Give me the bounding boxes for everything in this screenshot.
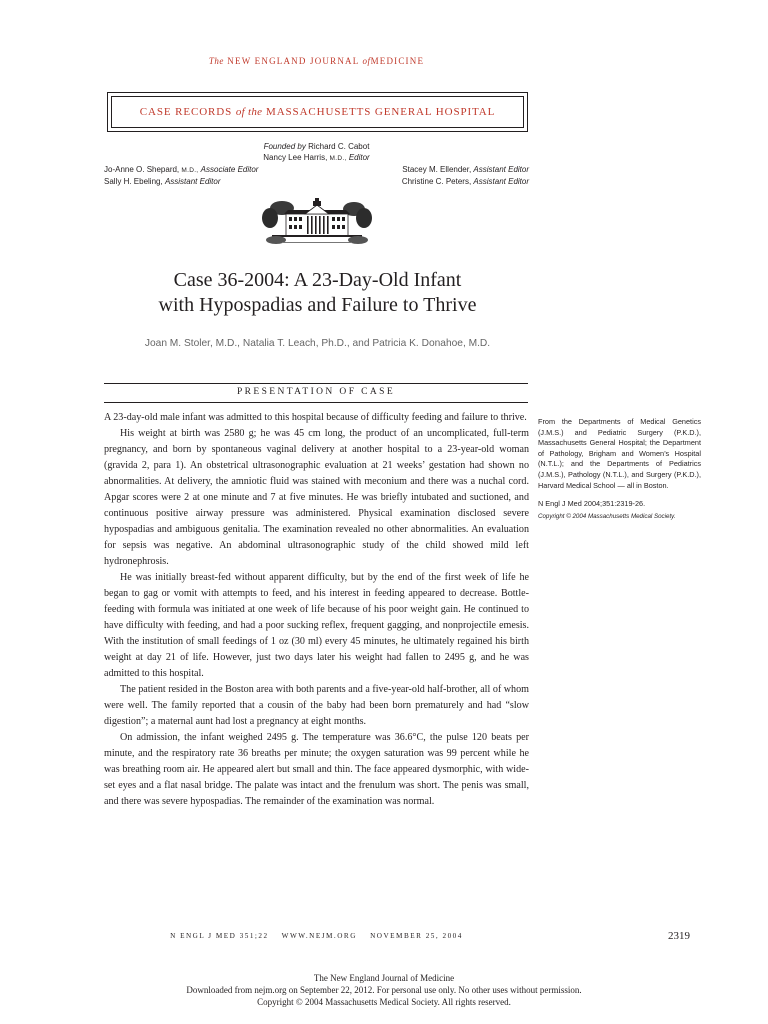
founder-name: Richard C. Cabot — [308, 142, 370, 151]
editor-degree: M.D., — [329, 155, 347, 162]
associate-editor-name: Jo-Anne O. Shepard, — [104, 165, 180, 174]
editorial-board — [104, 141, 529, 187]
body-paragraph-2: His weight at birth was 2580 g; he was 45 cm long, the product of an uncomplicated, full-term pregnancy, and born by spontaneous vaginal delivery at another hospital to a 23-year-old woman (gravida 2, para 1). An obstetrical ultrasonographic evaluation at 21 weeks’ gestation had shown no abnormalities. At delivery, the amniotic fluid was stained with meconium and there was a nuchal cord. Apgar scores were 2 at one minute and 7 at five minutes. He was briefly intubated and suctioned, and continuous positive airway pressure was administered. Physical examination disclosed severe hypospadias and ambiguous genitalia. The examination revealed no other abnormalities. An evaluation for sepsis was negative. An abdominal ultrasonographic study of the child showed mild left hydronephrosis. — [104, 428, 529, 567]
article-authors: Joan M. Stoler, M.D., Natalia T. Leach, Ph.D., and Patricia K. Donahoe, M.D. — [144, 338, 491, 349]
citation: N Engl J Med 2004;351:2319-26. — [538, 499, 646, 509]
assistant-editor-2-role: Assistant Editor — [164, 177, 221, 186]
associate-editor-role: Associate Editor — [200, 165, 259, 174]
body-paragraph-4: The patient resided in the Boston area with both parents and a five-year-old half-brother, all of whom were well. The family reported that a cousin of the baby had been born prematurely and had “slow digestion”; a maternal aunt had lost a pregnancy at eight months. — [104, 684, 529, 727]
assistant-editor-3-name: Christine C. Peters, — [401, 177, 472, 186]
founder-line — [104, 141, 529, 152]
body-paragraph-5: On admission, the infant weighed 2495 g. The temperature was 36.6°C, the pulse 120 beats per minute, and the respiratory rate 36 breaths per minute; the oxygen saturation was 99 percent while he was breathing room air. He appeared alert but small and thin. The face appeared dysmorphic, with wide-set eyes and a flat nasal bridge. The palate was intact and the frenulum was short. The penis was small, and there was severe hypospadias. The remainder of the examination was normal. — [104, 732, 529, 807]
assistant-editor-2-name: Sally H. Ebeling, — [104, 177, 163, 186]
editors-row-1 — [104, 164, 529, 176]
title-line-2: with Hypospadias and Failure to Thrive — [158, 294, 477, 316]
editor-line — [104, 152, 529, 164]
founded-label: Founded by — [263, 142, 306, 151]
sidenote-copyright: Copyright © 2004 Massachusetts Medical Society. — [538, 512, 676, 520]
assistant-editor-2 — [104, 176, 221, 187]
hospital-building-illustration — [262, 196, 372, 246]
body-paragraph-1: A 23-day-old male infant was admitted to this hospital because of difficulty feeding and failure to thrive. — [104, 412, 527, 423]
assistant-editor-1-role: Assistant Editor — [473, 165, 529, 174]
editor-name: Nancy Lee Harris, — [263, 153, 328, 162]
download-notice — [0, 972, 768, 1008]
journal-suffix: MEDICINE — [370, 56, 425, 66]
journal-prefix: The — [208, 56, 224, 66]
assistant-editor-1-name: Stacey M. Ellender, — [402, 165, 472, 174]
download-line-1: The New England Journal of Medicine — [313, 973, 455, 983]
section-rule-top — [104, 383, 528, 384]
download-line-2: Downloaded from nejm.org on September 22, 2012. For personal use only. No other uses without permission. — [186, 985, 582, 995]
series-right: MASSACHUSETTS GENERAL HOSPITAL — [266, 106, 496, 118]
series-title — [108, 106, 527, 118]
associate-editor-degree: M.D., — [181, 167, 199, 174]
assistant-editor-1 — [402, 164, 529, 176]
journal-header — [0, 56, 633, 66]
series-of-the: of the — [235, 106, 263, 118]
editor-role: Editor — [348, 153, 370, 162]
footer-info: N ENGL J MED 351;22 WWW.NEJM.ORG NOVEMBER 25, 2004 — [170, 932, 463, 940]
section-rule-bottom — [104, 402, 528, 403]
associate-editor — [104, 164, 258, 176]
section-heading: PRESENTATION OF CASE — [236, 387, 396, 397]
affiliation-sidenote — [538, 417, 701, 530]
assistant-editor-3-role: Assistant Editor — [473, 177, 529, 186]
body-paragraph-3: He was initially breast-fed without apparent difficulty, but by the end of the first week of life he began to gag or vomit with attempts to feed, and his interest in feeding appeared to decrease. Bottle-feeding with formula was initiated at one week of life because of his poor weight gain. He continued to have difficulty with feeding, and had a poor sucking reflex, frequent gagging, and nonprojectile emesis. With the institution of small feedings of 1 oz (30 ml) every 45 minutes, he ultimately regained his birth weight at day 21 of life. However, just two days later his weight had fallen to 2495 g, and he was admitted to this hospital. — [104, 572, 529, 679]
series-banner — [107, 92, 528, 132]
assistant-editor-3 — [402, 176, 529, 187]
download-line-3: Copyright © 2004 Massachusetts Medical Society. All rights reserved. — [257, 997, 511, 1007]
page-number: 2319 — [668, 930, 690, 942]
affiliations: From the Departments of Medical Genetics (J.M.S.) and Pediatric Surgery (P.K.D.), Massachusetts General Hospital; the Department of Pathology, Brigham and Women’s Hospital (N.T.L.); and the Departments of Pediatrics (J.M.S.), Pathology (N.T.L.), and Surgery (P.K.D.), Harvard Medical School — all in Boston. — [538, 417, 701, 490]
article-body — [104, 410, 529, 810]
series-left: CASE RECORDS — [139, 106, 233, 118]
editors-row-2 — [104, 176, 529, 187]
title-line-1: Case 36-2004: A 23-Day-Old Infant — [173, 269, 462, 291]
article-title — [60, 268, 575, 318]
journal-name: NEW ENGLAND JOURNAL — [227, 56, 360, 66]
journal-of: of — [362, 56, 371, 66]
